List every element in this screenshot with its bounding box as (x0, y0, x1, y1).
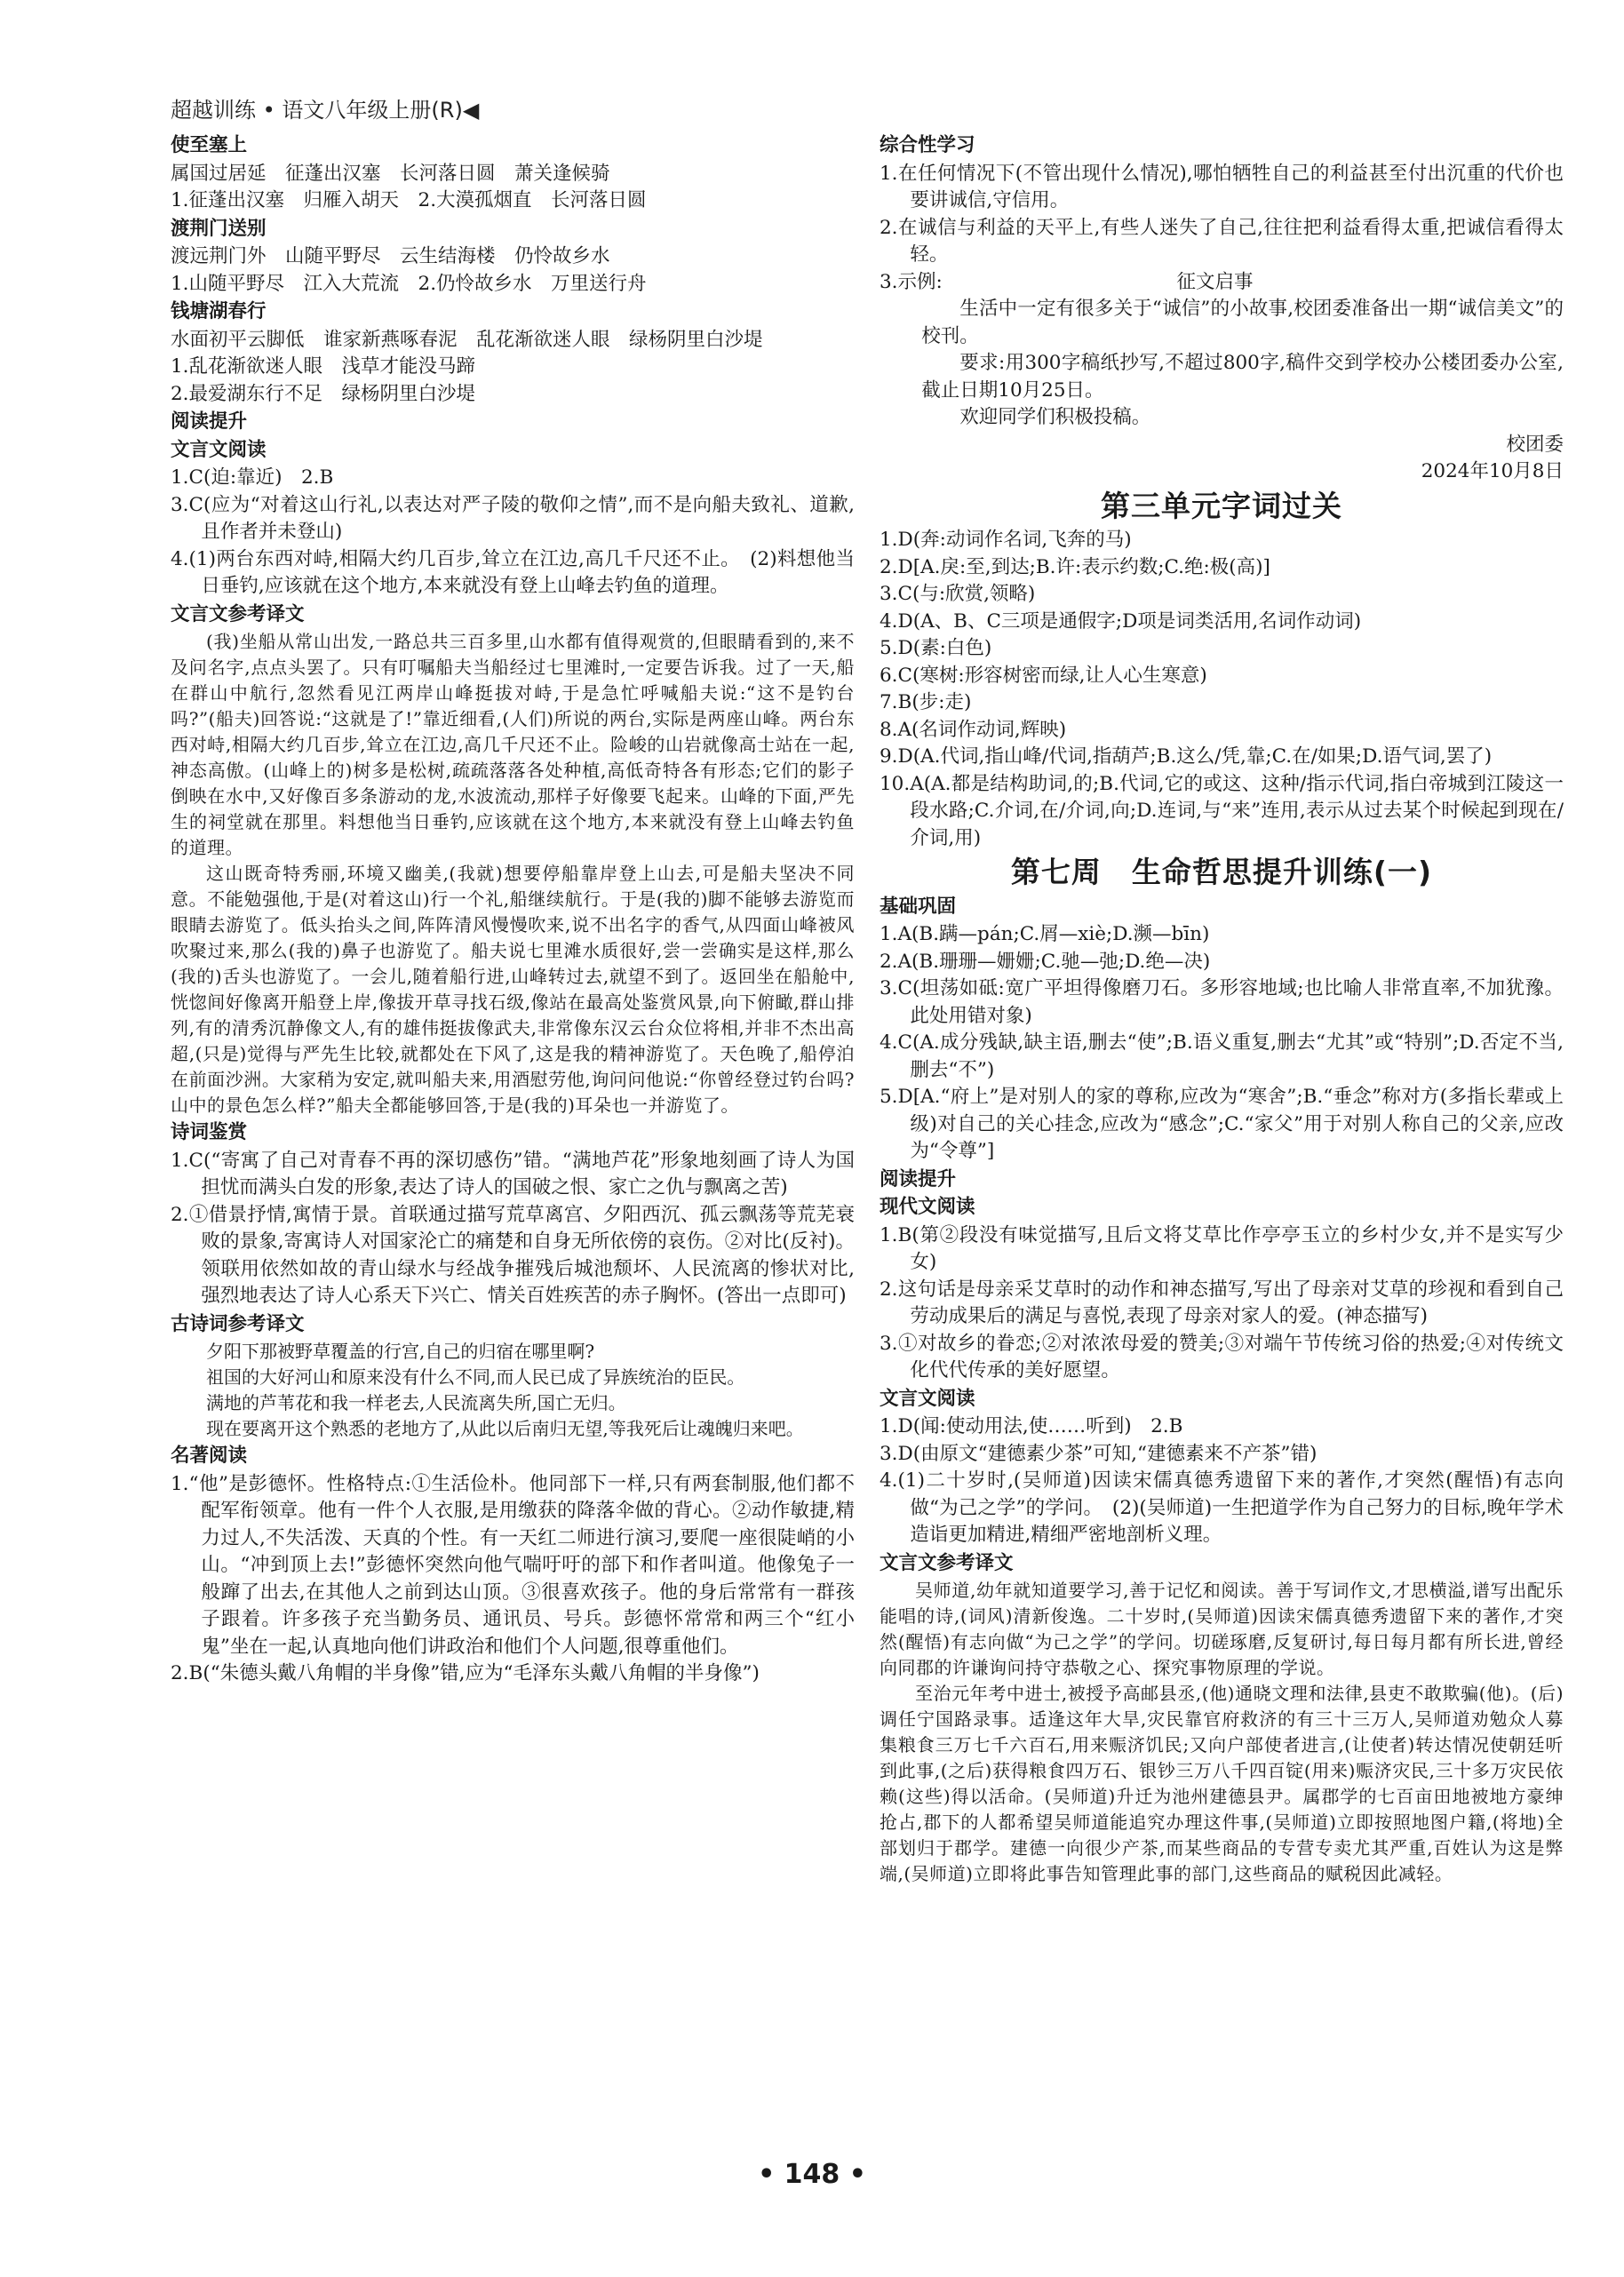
notice-title: 征文启事 (1176, 270, 1254, 293)
answer-item: 2.①借景抒情,寓情于景。首联通过描写荒草离宫、夕阳西沉、孤云飘荡等荒芜衰败的景象,寄寓诗人对国家沦亡的痛楚和自身无所依傍的哀伤。②对比(反衬)。领联用依然如故的青山绿水与经战争摧残后城池颓坏、人民流离的惨状对比,强烈地表达了诗人心系天下兴亡、情关百姓疾苦的赤子胸怀。(答出一点即可) (171, 1203, 855, 1307)
example-label (880, 269, 1564, 297)
running-head: 超越训练 • 语文八年级上册(R)◀ (171, 98, 480, 123)
translation-paragraph: 这山既奇特秀丽,环境又幽美,(我就)想要停船靠岸登上山去,可是船夫坚决不同意。不能勉强他,于是(对着这山)行一个礼,船继续航行。于是(我的)脚不能够去游览而眼睛去游览了。低头抬头之间,阵阵清风慢慢吹来,说不出名字的香气,从四面山峰被风吹聚过来,那么(我的)鼻子也游览了。船夫说七里滩水质很好,尝一尝确实是这样,那么(我的)舌头也游览了。一会儿,随着船行进,山峰转过去,就望不到了。返回坐在船舱中,恍惚间好像离开船登上岸,像拔开草寻找石级,像站在最高处鉴赏风景,向下俯瞰,群山排列,有的清秀沉静像文人,有的雄伟挺拔像武夫,非常像东汉云台众位将相,并非不杰出高超,(只是)觉得与严先生比较,就都处在下风了,这是我的精神游览了。天色晚了,船停泊在前面沙洲。大家稍为安定,就叫船夫来,用酒慰劳他,询问问他说:“你曾经登过钓台吗?山中的景色怎么样?”船夫全都能够回答,于是(我的)耳朵也一并游览了。 (171, 863, 855, 1116)
notice-paragraph: 要求:用300字稿纸抄写,不超过800字,稿件交到学校办公楼团委办公室,截止日期10月25日。 (921, 352, 1564, 402)
subsection-heading: 诗词鉴赏 (171, 1121, 248, 1143)
section-heading: 阅读提升 (880, 1167, 957, 1190)
subsection-heading: 现代文阅读 (880, 1196, 975, 1218)
poem-line: 2.最爱湖东行不足 绿杨阴里白沙堤 (171, 382, 476, 405)
poem-title: 使至塞上 (171, 134, 248, 156)
answer-item: 3.①对故乡的眷恋;②对浓浓母爱的赞美;③对端午节传统习俗的热爱;④对传统文化代代传承的美好愿望。 (880, 1332, 1564, 1381)
answer-item: 1.C(迫:靠近) 2.B (171, 466, 334, 489)
week-title: 第七周 生命哲思提升训练(一) (1010, 855, 1433, 889)
poem-line: 属国过居延 征蓬出汉塞 长河落日圆 萧关逢候骑 (171, 162, 610, 185)
answer-item: 3.C(与:欣赏,领略) (880, 583, 1036, 605)
section-heading: 基础巩固 (880, 895, 957, 918)
notice-signature: 校团委 (1506, 433, 1564, 456)
translation-line: 满地的芦苇花和我一样老去,人民流离失所,国亡无归。 (206, 1392, 626, 1413)
answer-item: 3.D(由原文“建德素少茶”可知,“建德素来不产茶”错) (880, 1442, 1318, 1465)
answer-item: 1.D(奔:动词作名词,飞奔的马) (880, 529, 1132, 551)
answer-item: 4.C(A.成分残缺,缺主语,删去“使”;B.语义重复,删去“尤其”或“特别”;D.否定不当,删去“不”) (880, 1031, 1564, 1081)
answer-item: 3.C(应为“对着这山行礼,以表达对严子陵的敬仰之情”,而不是向船夫致礼、道歉,且作者并未登山) (171, 493, 855, 543)
left-column (171, 131, 855, 2175)
answer-item: 1.B(第②段没有味觉描写,且后文将艾草比作亭亭玉立的乡村少女,并不是实写少女) (880, 1223, 1564, 1273)
example-label-text: 3.示例: (880, 270, 943, 293)
subsection-heading: 文言文参考译文 (171, 602, 305, 625)
answer-item: 7.B(步:走) (880, 691, 972, 713)
answer-item: 10.A(A.都是结构助词,的;B.代词,它的或这、这种/指示代词,指白帝城到江陵这一段水路;C.介词,在/介词,向;D.连词,与“来”连用,表示从过去某个时候起到现在/介词,用) (880, 772, 1564, 849)
notice-paragraph: 欢迎同学们积极投稿。 (959, 406, 1151, 428)
answer-item: 4.D(A、B、C三项是通假字;D项是词类活用,名词作动词) (880, 609, 1362, 633)
answer-item: 3.C(坦荡如砥:宽广平坦得像磨刀石。多形容地域;也比喻人非常直率,不加犹豫。此处用错对象) (880, 977, 1564, 1027)
answer-item: 2.D[A.戾:至,到达;B.许:表示约数;C.绝:极(高)] (880, 555, 1270, 578)
section-heading: 综合性学习 (880, 134, 975, 156)
translation-paragraph: (我)坐船从常山出发,一路总共三百多里,山水都有值得观赏的,但眼睛看到的,来不及问名字,点点头罢了。只有叮嘱船夫当船经过七里滩时,一定要告诉我。过了一天,船在群山中航行,忽然看见江两岸山峰挺拔对峙,于是急忙呼喊船夫说:“这不是钓台吗?”(船夫)回答说:“这就是了!”靠近细看,(人们)所说的两台,实际是两座山峰。两台东西对峙,相隔大约几百步,耸立在江边,高几千尺还不止。险峻的山岩就像高士站在一起,神态高傲。(山峰上的)树多是松树,疏疏落落各处种植,高低奇特各有形态;它们的影子倒映在水中,又好像百多条游动的龙,水波流动,那样子好像要飞起来。山峰的下面,严先生的祠堂就在那里。料想他当日垂钓,应该就在这个地方,本来就没有登上山峰去钓鱼的道理。 (171, 631, 855, 858)
answer-item: 1.“他”是彭德怀。性格特点:①生活俭朴。他同部下一样,只有两套制服,他们都不配军衔领章。他有一件个人衣服,是用缴获的降落伞做的背心。②动作敏捷,精力过人,不失活泼、天真的个性。有一天红二师进行演习,要爬一座很陡峭的小山。“冲到顶上去!”彭德怀突然向他气喘吁吁的部下和作者叫道。他像兔子一般蹿了出去,在其他人之前到达山顶。③很喜欢孩子。他的身后常常有一群孩子跟着。许多孩子充当勤务员、通讯员、号兵。彭德怀常常和两三个“红小鬼”坐在一起,认真地向他们讲政治和他们个人问题,很尊重他们。 (171, 1472, 855, 1658)
translation-paragraph: 吴师道,幼年就知道要学习,善于记忆和阅读。善于写词作文,才思横溢,谱写出配乐能唱的诗,(词风)清新俊逸。二十岁时,(吴师道)因读宋儒真德秀遗留下来的著作,才突然(醒悟)有志向做“为己之学”的学问。切磋琢磨,反复研讨,每日每月都有所长进,曾经向同郡的许谦询问持守恭敬之心、探究事物原理的学说。 (880, 1580, 1564, 1678)
answer-item: 2.在诚信与利益的天平上,有些人迷失了自己,往往把利益看得太重,把诚信看得太轻。 (880, 216, 1564, 266)
subsection-heading: 名著阅读 (171, 1445, 248, 1467)
answer-item: 4.(1)两台东西对峙,相隔大约几百步,耸立在江边,高几千尺还不止。 (2)料想他当日垂钓,应该就在这个地方,本来就没有登上山峰去钓鱼的道理。 (171, 547, 855, 597)
translation-line: 夕阳下那被野草覆盖的行宫,自己的归宿在哪里啊? (206, 1341, 595, 1362)
poem-line: 渡远荆门外 山随平野尽 云生结海楼 仍怜故乡水 (171, 245, 610, 267)
answer-item: 1.在任何情况下(不管出现什么情况),哪怕牺牲自己的利益甚至付出沉重的代价也要讲诚信,守信用。 (880, 162, 1564, 211)
notice-date: 2024年10月8日 (1421, 460, 1564, 482)
answer-item: 5.D(素:白色) (880, 637, 992, 659)
answer-item: 2.B(“朱德头戴八角帽的半身像”错,应为“毛泽东头戴八角帽的半身像”) (171, 1662, 760, 1684)
poem-line: 1.山随平野尽 江入大荒流 2.仍怜故乡水 万里送行舟 (171, 272, 647, 295)
answer-item: 1.D(闻:使动用法,使……听到) 2.B (880, 1415, 1183, 1437)
poem-title: 渡荆门送别 (171, 217, 267, 240)
translation-line: 祖国的大好河山和原来没有什么不同,而人民已成了异族统治的臣民。 (206, 1366, 745, 1388)
subsection-heading: 文言文参考译文 (880, 1551, 1014, 1574)
poem-line: 1.征蓬出汉塞 归雁入胡天 2.大漠孤烟直 长河落日圆 (171, 189, 647, 211)
answer-item: 4.(1)二十岁时,(吴师道)因读宋儒真德秀遗留下来的著作,才突然(醒悟)有志向做“为己之学”的学问。 (2)(吴师道)一生把道学作为自己努力的目标,晚年学术造诣更加精进,精细严密地剖析义理。 (880, 1469, 1564, 1546)
answer-item: 6.C(寒树:形容树密而绿,让人心生寒意) (880, 664, 1207, 687)
answer-item: 5.D[A.“府上”是对别人的家的尊称,应改为“寒舍”;B.“垂念”称对方(多指长辈或上级)对自己的关心挂念,应改为“感念”;C.“家父”用于对别人称自己的父亲,应改为“令尊”] (880, 1086, 1564, 1162)
notice-paragraph: 生活中一定有很多关于“诚信”的小故事,校团委准备出一期“诚信美文”的校刊。 (921, 298, 1564, 347)
unit-title: 第三单元字词过关 (1101, 488, 1342, 523)
answer-item: 2.这句话是母亲采艾草时的动作和神态描写,写出了母亲对艾草的珍视和看到自己劳动成果后的满足与喜悦,表现了母亲对家人的爱。(神态描写) (880, 1278, 1564, 1327)
right-column (880, 131, 1564, 2175)
answer-item: 2.A(B.珊珊—姗姗;C.驰—弛;D.绝—决) (880, 950, 1211, 973)
translation-line: 现在要离开这个熟悉的老地方了,从此以后南归无望,等我死后让魂魄归来吧。 (206, 1418, 804, 1439)
answer-item: 1.C(“寄寓了自己对青春不再的深切感伤”错。“满地芦花”形象地刻画了诗人为国担忧而满头白发的形象,表达了诗人的国破之恨、家亡之仇与飘离之苦) (171, 1149, 855, 1198)
poem-line: 水面初平云脚低 谁家新燕啄春泥 乱花渐欲迷人眼 绿杨阴里白沙堤 (171, 328, 763, 351)
poem-title: 钱塘湖春行 (171, 300, 267, 322)
answer-item: 1.A(B.蹒—pán;C.屑—xiè;D.濒—bīn) (880, 923, 1210, 945)
answer-item: 8.A(名词作动词,辉映) (880, 718, 1067, 741)
subsection-heading: 古诗词参考译文 (171, 1312, 305, 1335)
subsection-heading: 文言文阅读 (171, 438, 267, 461)
page-number: • 148 • (758, 2159, 866, 2190)
answer-item: 9.D(A.代词,指山峰/代词,指葫芦;B.这么/凭,靠;C.在/如果;D.语气词,罢了) (880, 745, 1493, 768)
translation-paragraph: 至治元年考中进士,被授予高邮县丞,(他)通晓文理和法律,县吏不敢欺骗(他)。(后)调任宁国路录事。适逢这年大旱,灾民靠官府救济的有三十三万人,吴师道劝勉众人募集粮食三万七千六百石,用来赈济饥民;又向户部使者进言,(让使者)转达情况使朝廷听到此事,(之后)获得粮食四万石、银钞三万八千四百锭(用来)赈济灾民,三十多万灾民依赖(这些)得以活命。(吴师道)升迁为池州建德县尹。属郡学的七百亩田地被地方豪绅抢占,郡下的人都希望吴师道能追究办理这件事,(吴师道)立即按照地图户籍,(将地)全部划归于郡学。建德一向很少产茶,而某些商品的专营专卖尤其严重,百姓认为这是弊端,(吴师道)立即将此事告知管理此事的部门,这些商品的赋税因此减轻。 (880, 1683, 1564, 1884)
poem-line: 1.乱花渐欲迷人眼 浅草才能没马蹄 (171, 355, 476, 378)
section-heading: 阅读提升 (171, 410, 248, 433)
subsection-heading: 文言文阅读 (880, 1387, 975, 1410)
